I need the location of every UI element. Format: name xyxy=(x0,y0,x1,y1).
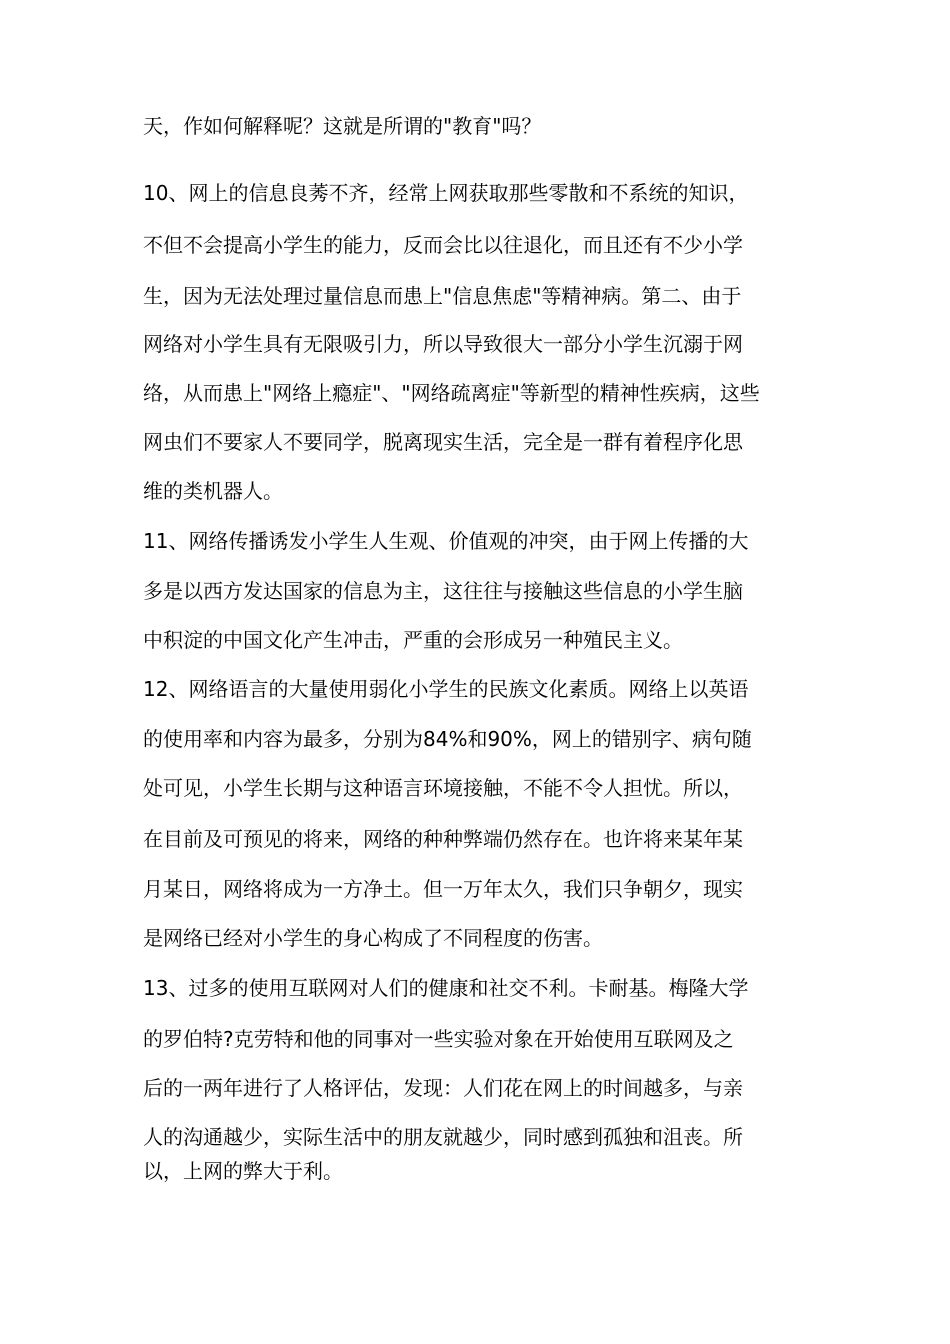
text-line: 处可见，小学生长期与这种语言环境接触，不能不令人担忧。所以， xyxy=(143,776,743,800)
text-line: 以，上网的弊大于利。 xyxy=(143,1159,343,1183)
text-line: 11、网络传播诱发小学生人生观、价值观的冲突，由于网上传播的大 xyxy=(143,529,749,553)
text-line: 中积淀的中国文化产生冲击，严重的会形成另一种殖民主义。 xyxy=(143,628,683,652)
text-line: 的罗伯特?克劳特和他的同事对一些实验对象在开始使用互联网及之 xyxy=(143,1027,734,1051)
text-line: 维的类机器人。 xyxy=(143,479,283,503)
text-line: 后的一两年进行了人格评估，发现：人们花在网上的时间越多，与亲 xyxy=(143,1076,743,1100)
text-line: 网络对小学生具有无限吸引力，所以导致很大一部分小学生沉溺于网 xyxy=(143,332,743,356)
text-line: 天，作如何解释呢？这就是所谓的"教育"吗？ xyxy=(143,114,542,138)
text-line: 人的沟通越少，实际生活中的朋友就越少，同时感到孤独和沮丧。所 xyxy=(143,1125,743,1149)
text-line: 的使用率和内容为最多，分别为84%和90%，网上的错别字、病句随 xyxy=(143,727,752,751)
text-line: 网虫们不要家人不要同学，脱离现实生活，完全是一群有着程序化思 xyxy=(143,430,743,454)
text-line: 13、过多的使用互联网对人们的健康和社交不利。卡耐基。梅隆大学 xyxy=(143,976,749,1000)
text-line: 多是以西方发达国家的信息为主，这往往与接触这些信息的小学生脑 xyxy=(143,579,743,603)
text-line: 在目前及可预见的将来，网络的种种弊端仍然存在。也许将来某年某 xyxy=(143,827,743,851)
text-line: 12、网络语言的大量使用弱化小学生的民族文化素质。网络上以英语 xyxy=(143,677,749,701)
text-line: 是网络已经对小学生的身心构成了不同程度的伤害。 xyxy=(143,926,603,950)
text-line: 不但不会提高小学生的能力，反而会比以往退化，而且还有不少小学 xyxy=(143,233,743,257)
text-line: 10、网上的信息良莠不齐，经常上网获取那些零散和不系统的知识， xyxy=(143,181,749,205)
text-line: 生，因为无法处理过量信息而患上"信息焦虑"等精神病。第二、由于 xyxy=(143,284,742,308)
text-line: 络，从而患上"网络上瘾症"、"网络疏离症"等新型的精神性疾病，这些 xyxy=(143,381,760,405)
text-line: 月某日，网络将成为一方净土。但一万年太久，我们只争朝夕，现实 xyxy=(143,877,743,901)
